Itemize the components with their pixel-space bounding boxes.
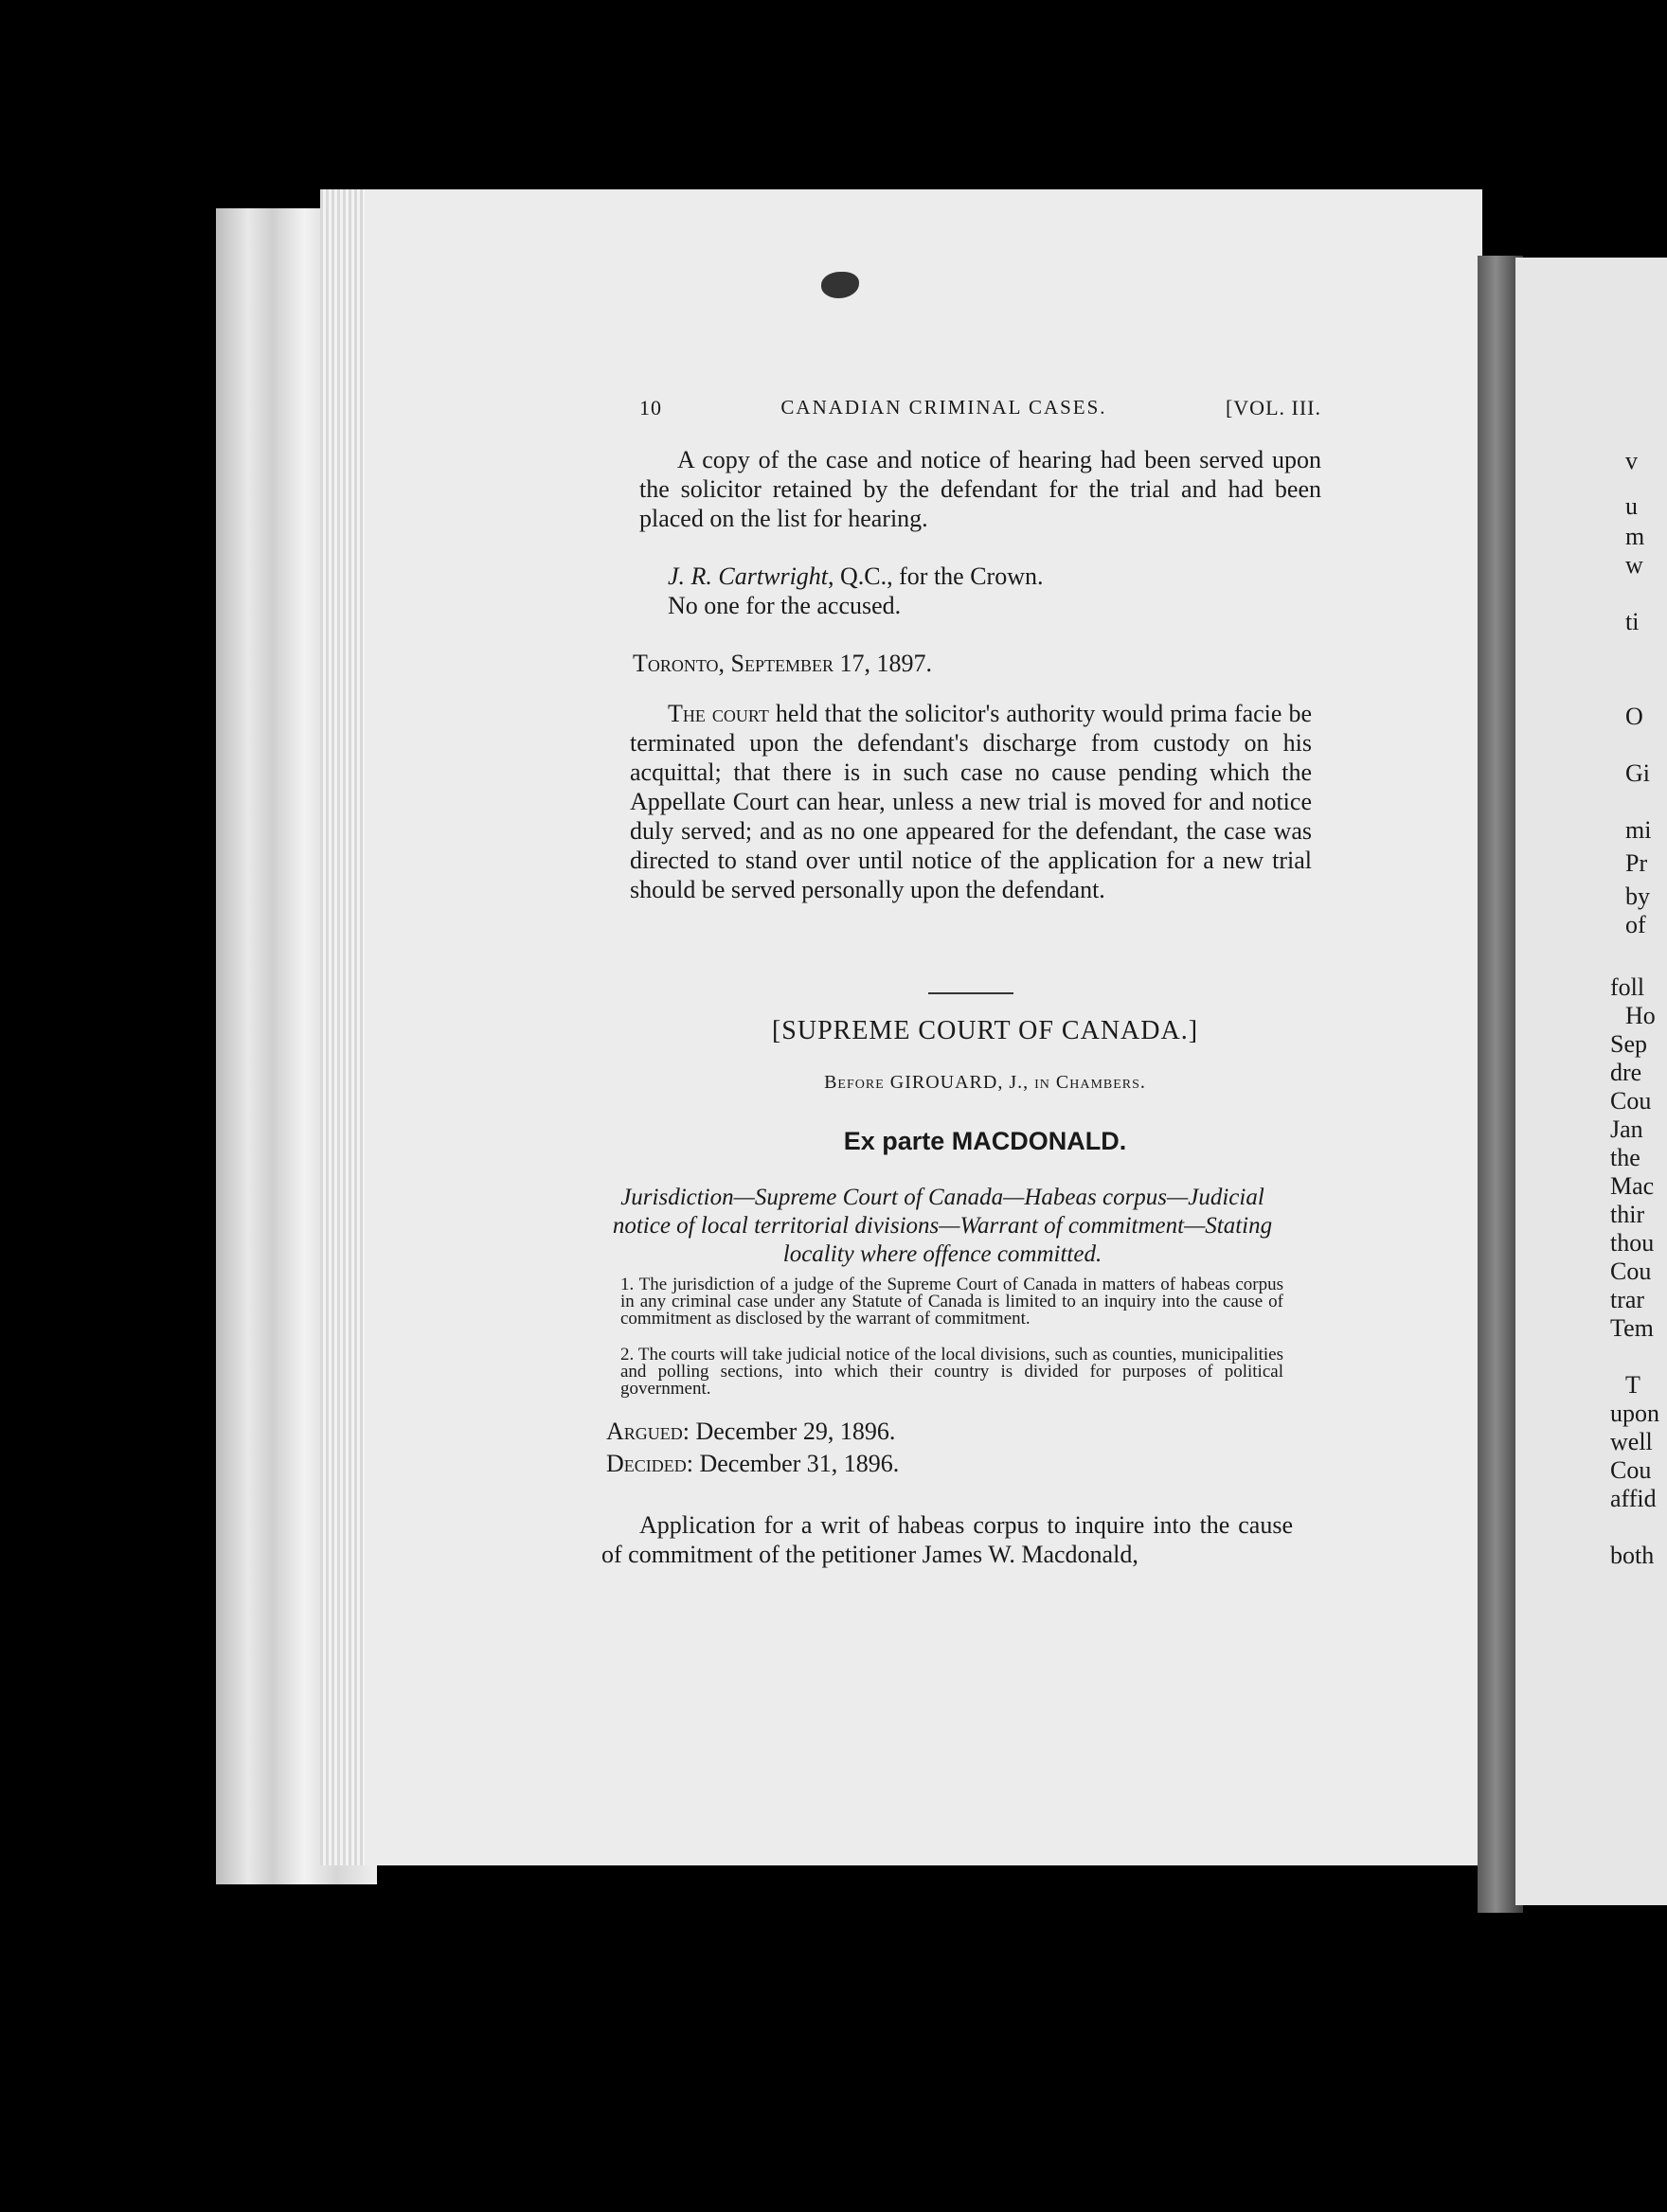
next-page-fragment: m — [1625, 523, 1645, 550]
next-page-fragment: Gi — [1625, 759, 1650, 787]
next-page-fragment: Mac — [1610, 1172, 1655, 1200]
application-paragraph: Application for a writ of habeas corpus to inquire into the cause of commitment of the petitioner James W. Macdonald, — [601, 1511, 1293, 1568]
next-page-fragment: u — [1625, 492, 1638, 520]
judgment-text: held that the solicitor's authority would prima facie be terminated upon the defendant's discharge from custody on his acquittal; that there is in such case no cause pending which the Appellate Court can hear, unless a new trial is moved for and notice duly served; and as no one appeared for the defendant, the case was directed to stand over until notice of the application for a new trial should be served personally upon the defendant. — [630, 700, 1312, 903]
headnote-2 — [620, 1347, 1283, 1398]
next-page-fragment: Ho — [1625, 1002, 1656, 1029]
headnote-1-text: The jurisdiction of a judge of the Supreme Court of Canada in matters of habeas corpus in any criminal case under any Statute of Canada is limited to an inquiry into the cause of commitment as disclosed by the warrant of commitment. — [620, 1275, 1283, 1329]
dateline: Toronto, September 17, 1897. — [633, 650, 933, 677]
next-page-fragment: Jan — [1610, 1115, 1643, 1143]
next-page-fragment: well — [1610, 1428, 1653, 1455]
court-heading: [SUPREME COURT OF CANADA.] — [771, 1016, 1199, 1045]
next-page-fragment: upon — [1610, 1400, 1659, 1427]
intro-paragraph: A copy of the case and notice of hearing had been served upon the solicitor retained by the defendant for the trial and had been placed on the list for hearing. — [639, 446, 1321, 532]
headnote-2-text: The courts will take judicial notice of the local divisions, such as counties, municipalities and polling sections, into which their country is divided for purposes of political government. — [620, 1345, 1283, 1399]
counsel-crown — [668, 562, 1312, 591]
next-page-fragment: both — [1610, 1542, 1655, 1569]
judgment-paragraph — [630, 699, 1312, 904]
book-page — [365, 189, 1482, 1865]
ink-blot — [821, 272, 859, 298]
headnote-1-num: 1. — [620, 1275, 635, 1294]
section-rule — [928, 992, 1013, 994]
next-page-fragment: Tem — [1610, 1314, 1654, 1342]
volume-label: [VOL. III. — [1225, 396, 1321, 419]
next-page-fragment: O — [1625, 703, 1643, 730]
next-page-fragment: of — [1625, 911, 1646, 938]
argued-label: Argued — [606, 1418, 683, 1445]
next-page-fragment: ti — [1625, 608, 1640, 635]
next-page-fragment: Cou — [1610, 1456, 1652, 1484]
running-title: CANADIAN CRIMINAL CASES. — [780, 396, 1107, 419]
before-line: Before GIROUARD, J., in Chambers. — [824, 1072, 1146, 1093]
running-header — [639, 396, 1321, 420]
next-page-fragment: foll — [1610, 973, 1645, 1001]
argued-date: : December 29, 1896. — [682, 1418, 896, 1445]
next-page-fragment: dre — [1610, 1059, 1642, 1086]
decided-label: Decided — [606, 1450, 687, 1477]
headnote-2-num: 2. — [620, 1345, 635, 1365]
next-page-fragment: w — [1625, 551, 1643, 579]
next-page-fragment: affid — [1610, 1485, 1657, 1512]
next-page-fragment: v — [1625, 447, 1638, 474]
next-page-fragment: thir — [1610, 1201, 1645, 1228]
next-page — [1515, 258, 1667, 1905]
headnote-keywords: Jurisdiction—Supreme Court of Canada—Habeas corpus—Judicial notice of local territorial divisions—Warrant of commitment—Stating locality where offence committed. — [612, 1185, 1273, 1267]
case-name: Ex parte MACDONALD. — [843, 1127, 1127, 1155]
decided-date: : December 31, 1896. — [686, 1450, 900, 1477]
next-page-fragment: Pr — [1625, 849, 1648, 877]
next-page-fragment: mi — [1625, 816, 1652, 844]
next-page-fragment: by — [1625, 883, 1650, 910]
next-page-fragment: Cou — [1610, 1258, 1652, 1285]
next-page-fragment: trar — [1610, 1286, 1645, 1313]
next-page-fragment: the — [1610, 1144, 1640, 1171]
counsel-accused: No one for the accused. — [668, 592, 902, 619]
page-number: 10 — [639, 396, 662, 419]
next-page-fragment: thou — [1610, 1229, 1655, 1257]
next-page-fragment: Sep — [1610, 1030, 1647, 1058]
court-lead: The court — [668, 700, 769, 727]
next-page-fragment: Cou — [1610, 1087, 1652, 1115]
next-page-fragment: T — [1625, 1371, 1640, 1399]
headnote-1 — [620, 1276, 1283, 1328]
counsel-crown-rest: , Q.C., for the Crown. — [828, 562, 1044, 590]
argued-line — [606, 1418, 895, 1446]
decided-line — [606, 1450, 899, 1478]
counsel-crown-name: J. R. Cartwright — [668, 562, 829, 590]
